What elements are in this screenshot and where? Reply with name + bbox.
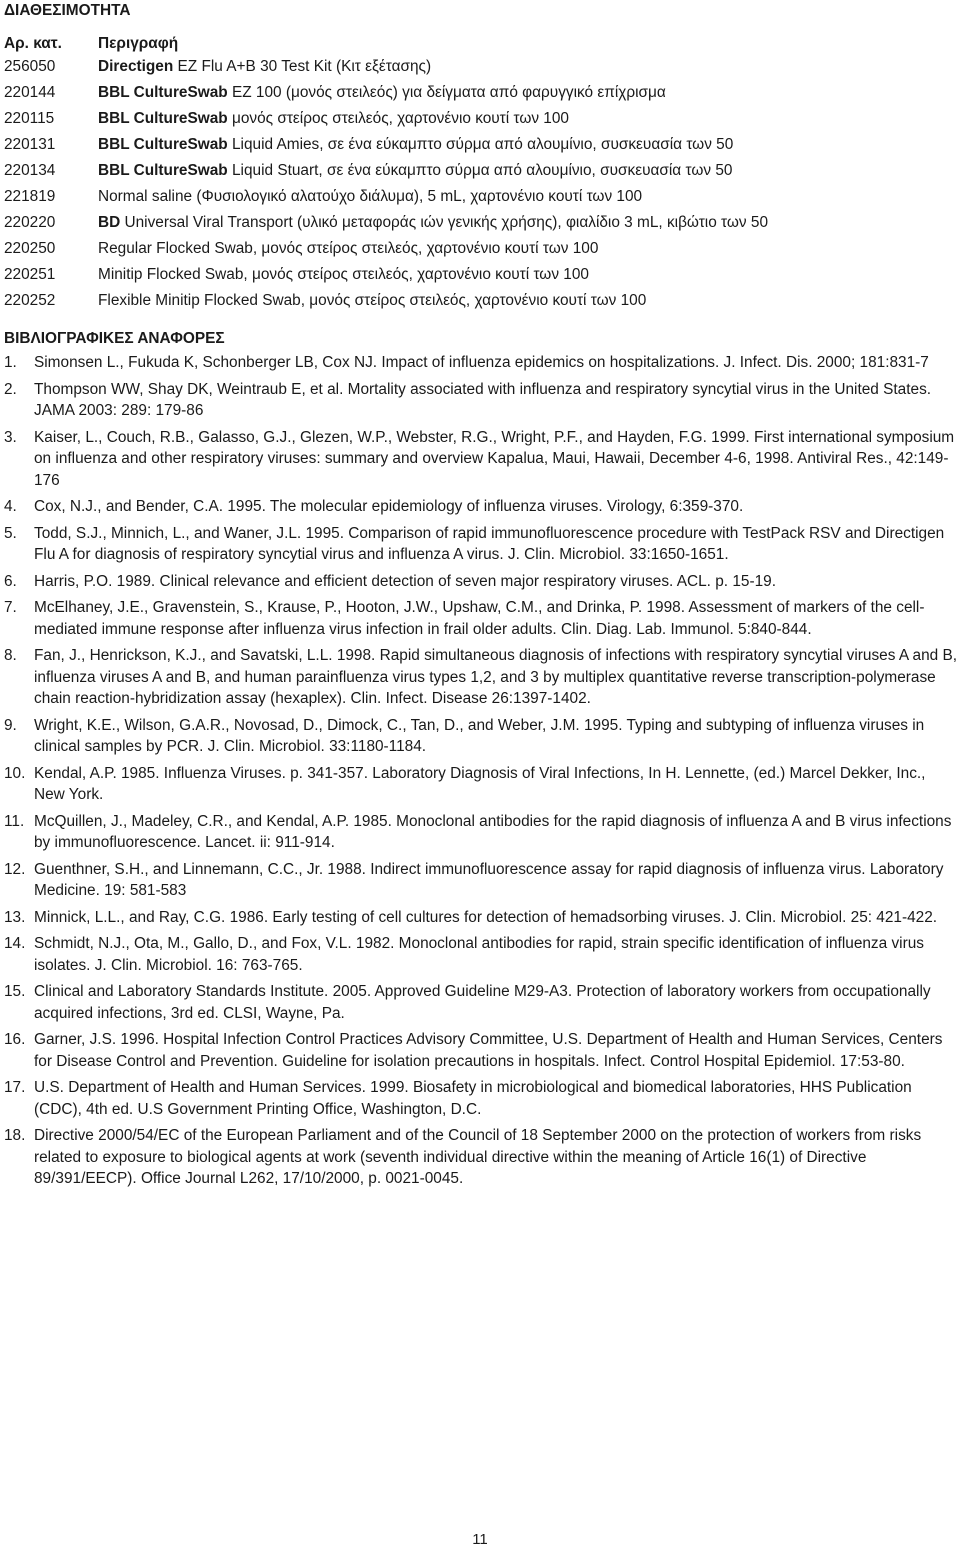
reference-number: 14. <box>4 935 26 952</box>
reference-number: 15. <box>4 983 26 1000</box>
product-brand: BBL CultureSwab <box>98 110 228 127</box>
reference-text: Minnick, L.L., and Ray, C.G. 1986. Early testing of cell cultures for detection of hemadsorbing viruses. J. Clin. Microbiol. 25: 421-422. <box>34 908 938 926</box>
product-brand: BBL CultureSwab <box>98 162 228 179</box>
product-description <box>98 108 569 129</box>
reference-number: 17. <box>4 1079 26 1096</box>
reference-number: 10. <box>4 764 26 782</box>
reference-text: Harris, P.O. 1989. Clinical relevance and efficient detection of seven major respiratory viruses. ACL. p. 15-19. <box>34 572 776 590</box>
availability-row <box>4 82 954 108</box>
product-detail: μονός στείρος στειλεός, χαρτονένιο κουτί των 100 <box>227 110 569 127</box>
reference-item <box>4 645 958 710</box>
product-brand: BD <box>98 214 121 231</box>
reference-number: 9. <box>4 716 17 734</box>
reference-number: 12. <box>4 860 26 878</box>
reference-number: 7. <box>4 599 17 616</box>
reference-item <box>4 933 958 976</box>
availability-row <box>4 290 954 316</box>
reference-item <box>4 352 958 374</box>
reference-number: 2. <box>4 380 17 398</box>
product-description <box>98 238 598 259</box>
catalog-number: 221819 <box>4 188 56 205</box>
reference-item <box>4 763 958 806</box>
reference-item <box>4 811 958 854</box>
product-description <box>98 82 666 103</box>
product-detail: Regular Flocked Swab, μονός στείρος στειλεός, χαρτονένιο κουτί των 100 <box>98 240 599 257</box>
availability-row <box>4 160 954 186</box>
catalog-number-header: Αρ. κατ. <box>4 35 62 52</box>
product-detail: Minitip Flocked Swab, μονός στείρος στειλεός, χαρτονένιο κουτί των 100 <box>98 266 589 283</box>
reference-number: 3. <box>4 428 17 446</box>
product-description <box>98 160 732 181</box>
product-detail: Normal saline (Φυσιολογικό αλατούχο διάλυμα), 5 mL, χαρτονένιο κουτί των 100 <box>98 188 643 205</box>
reference-item <box>4 1029 958 1072</box>
reference-item <box>4 523 958 566</box>
reference-number: 18. <box>4 1127 26 1144</box>
availability-row <box>4 56 954 82</box>
reference-number: 1. <box>4 354 17 371</box>
availability-table-header <box>4 33 944 55</box>
reference-number: 4. <box>4 498 17 515</box>
reference-number: 13. <box>4 908 26 926</box>
product-brand: BBL CultureSwab <box>98 136 228 153</box>
availability-list <box>4 56 954 316</box>
reference-text: Directive 2000/54/EC of the European Parliament and of the Council of 18 September 2000 on the protection of workers from risks related to exposure to biological agents at work (seventh individual directive within the meaning of Article 16(1) of Directive 89/391/EECP). Office Journal L262, 17/10/2000, p. 0021-0045. <box>34 1127 922 1187</box>
product-brand: BBL CultureSwab <box>98 84 228 101</box>
reference-item <box>4 715 958 758</box>
catalog-number: 220144 <box>4 84 56 101</box>
product-description <box>98 134 733 155</box>
availability-row <box>4 186 954 212</box>
reference-text: Clinical and Laboratory Standards Institute. 2005. Approved Guideline M29-A3. Protection of laboratory workers from occupationally acquired infections, 3rd ed. CLSI, Wayne, Pa. <box>34 983 931 1022</box>
reference-number: 16. <box>4 1031 26 1048</box>
reference-text: Garner, J.S. 1996. Hospital Infection Control Practices Advisory Committee, U.S. Department of Health and Human Services, Centers for Disease Control and Prevention. Guideline for isolation precautions in hospitals. Infect. Control Hospital Epidemiol. 17:53-80. <box>34 1031 943 1070</box>
references-list <box>4 352 958 1195</box>
product-description <box>98 290 646 311</box>
reference-text: Schmidt, N.J., Ota, M., Gallo, D., and Fox, V.L. 1982. Monoclonal antibodies for rapid, strain specific identification of influenza virus isolates. J. Clin. Microbiol. 16: 763-765. <box>34 935 924 974</box>
catalog-number: 220115 <box>4 110 55 127</box>
reference-text: Guenthner, S.H., and Linnemann, C.C., Jr. 1988. Indirect immunofluorescence assay for rapid diagnosis of influenza virus. Laboratory Medicine. 19: 581-583 <box>34 860 944 899</box>
product-description <box>98 264 589 285</box>
product-description <box>98 186 642 207</box>
page-number: 11 <box>472 1531 488 1548</box>
availability-row <box>4 238 954 264</box>
reference-number: 11. <box>4 812 25 830</box>
reference-text: McElhaney, J.E., Gravenstein, S., Krause, P., Hooton, J.W., Upshaw, C.M., and Drinka, P. 1998. Assessment of markers of the cell-mediated immune response after influenza virus infection in frail older adults. Clin. Diag. Lab. Immunol. 5:840-844. <box>34 599 925 638</box>
product-detail: EZ Flu A+B 30 Test Kit (Κιτ εξέτασης) <box>173 58 432 75</box>
product-description <box>98 212 768 233</box>
reference-number: 6. <box>4 572 17 590</box>
catalog-number: 220250 <box>4 240 56 257</box>
reference-text: Cox, N.J., and Bender, C.A. 1995. The molecular epidemiology of influenza viruses. Virology, 6:359-370. <box>34 498 744 515</box>
reference-text: Simonsen L., Fukuda K, Schonberger LB, Cox NJ. Impact of influenza epidemics on hospitalizations. J. Infect. Dis. 2000; 181:831-7 <box>34 354 929 371</box>
reference-item <box>4 1125 958 1190</box>
catalog-number: 256050 <box>4 58 56 75</box>
availability-row <box>4 264 954 290</box>
reference-text: Fan, J., Henrickson, K.J., and Savatski, L.L. 1998. Rapid simultaneous diagnosis of infections with respiratory syncytial viruses A and B, influenza viruses A and B, and human parainfluenza virus types 1,2, and 3 by multiplex quantitative reverse transcription-polymerase chain reaction-hybridization assay (hexaplex). Clin. Infect. Disease 26:1397-1402. <box>34 647 958 707</box>
reference-item <box>4 379 958 422</box>
reference-number: 8. <box>4 647 17 664</box>
product-detail: Universal Viral Transport (υλικό μεταφοράς ιών γενικής χρήσης), φιαλίδιο 3 mL, κιβώτιο των 50 <box>120 214 769 231</box>
product-detail: Liquid Stuart, σε ένα εύκαμπτο σύρμα από αλουμίνιο, συσκευασία των 50 <box>227 162 733 179</box>
reference-text: Todd, S.J., Minnich, L., and Waner, J.L. 1995. Comparison of rapid immunofluorescence procedure with TestPack RSV and Directigen Flu A for diagnosis of respiratory syncytial virus and influenza A virus. J. Clin. Microbiol. 33:1650-1651. <box>34 524 945 563</box>
reference-item <box>4 1077 958 1120</box>
catalog-number: 220220 <box>4 214 56 231</box>
product-detail: EZ 100 (μονός στειλεός) για δείγματα από φαρυγγικό επίχρισμα <box>227 84 666 101</box>
catalog-number: 220134 <box>4 162 56 179</box>
reference-item <box>4 571 958 593</box>
reference-item <box>4 427 958 492</box>
catalog-number: 220251 <box>4 266 56 283</box>
reference-item <box>4 907 958 929</box>
reference-item <box>4 981 958 1024</box>
reference-text: U.S. Department of Health and Human Services. 1999. Biosafety in microbiological and biomedical laboratories, HHS Publication (CDC), 4th ed. U.S Government Printing Office, Washington, D.C. <box>34 1079 912 1118</box>
availability-row <box>4 212 954 238</box>
product-detail: Liquid Amies, σε ένα εύκαμπτο σύρμα από αλουμίνιο, συσκευασία των 50 <box>227 136 734 153</box>
availability-row <box>4 134 954 160</box>
product-detail: Flexible Minitip Flocked Swab, μονός στείρος στειλεός, χαρτονένιο κουτί των 100 <box>98 292 647 309</box>
catalog-number: 220131 <box>4 136 56 153</box>
reference-text: Thompson WW, Shay DK, Weintraub E, et al. Mortality associated with influenza and respiratory syncytial virus in the United States. JAMA 2003: 289: 179-86 <box>34 380 932 419</box>
reference-text: McQuillen, J., Madeley, C.R., and Kendal, A.P. 1985. Monoclonal antibodies for the rapid diagnosis of influenza A and B virus infections by immunofluorescence. Lancet. ii: 911-914. <box>34 812 952 851</box>
product-brand: Directigen <box>98 58 174 75</box>
catalog-number: 220252 <box>4 292 56 309</box>
availability-row <box>4 108 954 134</box>
reference-item <box>4 597 958 640</box>
references-heading: ΒΙΒΛΙΟΓΡΑΦΙΚΕΣ ΑΝΑΦΟΡΕΣ <box>4 330 225 347</box>
availability-heading: ΔΙΑΘΕΣΙΜΟΤΗΤΑ <box>4 2 131 19</box>
reference-text: Kaiser, L., Couch, R.B., Galasso, G.J., Glezen, W.P., Webster, R.G., Wright, P.F., and Hayden, F.G. 1999. First international symposium on influenza and other respiratory viruses: summary and overview Kapalua, Maui, Hawaii, December 4-6, 1998. Antiviral Res., 42:149-176 <box>34 428 955 489</box>
reference-number: 5. <box>4 524 17 542</box>
reference-item <box>4 496 958 518</box>
product-description <box>98 56 431 77</box>
reference-text: Wright, K.E., Wilson, G.A.R., Novosad, D., Dimock, C., Tan, D., and Weber, J.M. 1995. Typing and subtyping of influenza viruses in clinical samples by PCR. J. Clin. Microbiol. 33:1180-1184. <box>34 716 925 755</box>
reference-text: Kendal, A.P. 1985. Influenza Viruses. p. 341-357. Laboratory Diagnosis of Viral Infections, In H. Lennette, (ed.) Marcel Dekker, Inc., New York. <box>34 764 926 803</box>
reference-item <box>4 859 958 902</box>
description-header: Περιγραφή <box>98 35 179 52</box>
